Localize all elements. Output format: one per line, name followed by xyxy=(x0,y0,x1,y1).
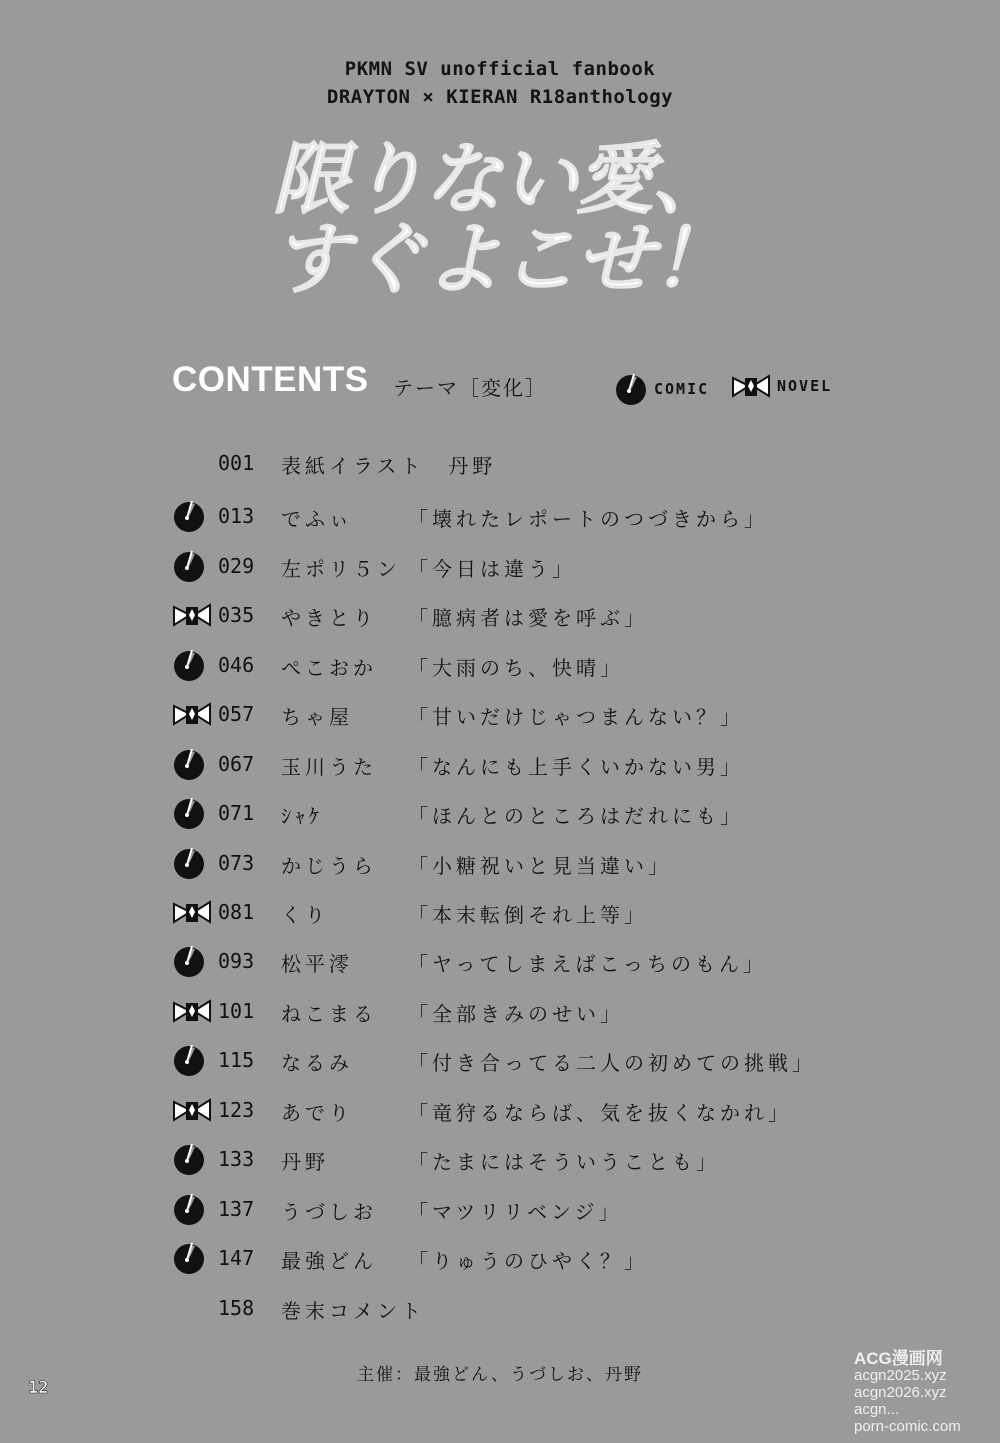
comic-icon xyxy=(172,944,212,978)
watermark xyxy=(854,1350,984,1435)
comic-icon xyxy=(172,1192,212,1226)
toc-author: かじうら xyxy=(281,854,377,878)
toc-work-title: 「なんにも上手くいかない男」 xyxy=(408,755,744,779)
toc-page-number: 013 xyxy=(218,504,255,528)
watermark-brand: ACG漫画网 xyxy=(854,1349,943,1368)
toc-row xyxy=(0,495,1000,535)
blank-icon-slot xyxy=(172,446,212,480)
comic-icon xyxy=(172,846,212,880)
watermark-line: acgn... xyxy=(854,1401,900,1418)
toc-page-number: 046 xyxy=(218,653,255,677)
toc-work-title: 「りゅうのひやく？」 xyxy=(408,1249,648,1273)
toc-author: 表紙イラスト 丹野 xyxy=(281,454,497,478)
toc-page-number: 071 xyxy=(218,801,255,825)
toc-page-number: 115 xyxy=(218,1048,255,1072)
toc-page-number: 029 xyxy=(218,554,255,578)
toc-work-title: 「甘いだけじゃつまんない？」 xyxy=(408,705,744,729)
toc-row xyxy=(0,1237,1000,1277)
watermark-line: acgn2025.xyz xyxy=(854,1367,947,1384)
toc-work-title: 「付き合ってる二人の初めての挑戦」 xyxy=(408,1051,816,1075)
toc-author: ねこまる xyxy=(281,1002,377,1026)
comic-icon xyxy=(172,549,212,583)
toc-page-number: 057 xyxy=(218,702,255,726)
watermark-line: porn-comic.com xyxy=(854,1418,961,1435)
toc-author: 松平澪 xyxy=(281,952,353,976)
toc-row xyxy=(0,792,1000,832)
comic-icon xyxy=(172,1043,212,1077)
novel-icon xyxy=(172,598,212,632)
toc-work-title: 「ほんとのところはだれにも」 xyxy=(408,804,744,828)
toc-author: ぺこおか xyxy=(281,656,377,680)
legend-comic-label: COMIC xyxy=(654,380,710,398)
toc-author: 巻末コメント xyxy=(281,1299,425,1323)
toc-work-title: 「ヤってしまえばこっちのもん」 xyxy=(408,952,767,976)
toc-page-number: 158 xyxy=(218,1296,255,1320)
comic-icon xyxy=(172,1142,212,1176)
toc-work-title: 「今日は違う」 xyxy=(408,557,576,581)
toc-row xyxy=(0,693,1000,733)
legend-comic xyxy=(614,372,709,406)
comic-icon xyxy=(172,747,212,781)
toc-author: 玉川うた xyxy=(281,755,377,779)
toc-page-number: 067 xyxy=(218,752,255,776)
novel-icon xyxy=(731,372,771,400)
organizer-credit: 主催：最強どん、うづしお、丹野 xyxy=(356,1365,644,1385)
subtitle-line-1: PKMN SV unofficial fanbook xyxy=(344,58,656,80)
toc-row xyxy=(0,990,1000,1030)
toc-row xyxy=(0,891,1000,931)
toc-page-number: 123 xyxy=(218,1098,255,1122)
toc-row xyxy=(0,442,1000,482)
toc-work-title: 「全部きみのせい」 xyxy=(408,1002,624,1026)
comic-icon xyxy=(614,372,648,406)
toc-work-title: 「竜狩るならば、気を抜くなかれ」 xyxy=(408,1101,792,1125)
toc-author: 丹野 xyxy=(281,1150,329,1174)
toc-row xyxy=(0,1089,1000,1129)
toc-row xyxy=(0,743,1000,783)
theme-label: テーマ［変化］ xyxy=(393,376,547,400)
toc-page-number: 101 xyxy=(218,999,255,1023)
novel-icon xyxy=(172,1093,212,1127)
toc-author: ｼｬｹ xyxy=(281,804,323,828)
toc-row xyxy=(0,842,1000,882)
toc-row xyxy=(0,594,1000,634)
contents-heading: CONTENTS xyxy=(172,360,369,399)
toc-page-number: 081 xyxy=(218,900,255,924)
toc-work-title: 「大雨のち、快晴」 xyxy=(408,656,624,680)
legend-novel-label: NOVEL xyxy=(777,377,833,395)
toc-row xyxy=(0,940,1000,980)
toc-row xyxy=(0,1287,1000,1327)
toc-row xyxy=(0,1188,1000,1228)
toc-row xyxy=(0,545,1000,585)
toc-page-number: 133 xyxy=(218,1147,255,1171)
toc-author: やきとり xyxy=(281,606,377,630)
toc-page-number: 073 xyxy=(218,851,255,875)
toc-author: うづしお xyxy=(281,1200,377,1224)
legend-novel xyxy=(731,372,832,400)
toc-work-title: 「本末転倒それ上等」 xyxy=(408,903,648,927)
toc-author: あでり xyxy=(281,1101,353,1125)
toc-author: くり xyxy=(281,903,329,927)
toc-page-number: 137 xyxy=(218,1197,255,1221)
toc-row xyxy=(0,1138,1000,1178)
toc-author: 左ポリ５ン xyxy=(281,557,401,581)
toc-author: でふぃ xyxy=(281,507,353,531)
toc-author: 最強どん xyxy=(281,1249,377,1273)
toc-work-title: 「壊れたレポートのつづきから」 xyxy=(408,507,768,531)
novel-icon xyxy=(172,895,212,929)
toc-author: ちゃ屋 xyxy=(281,705,353,729)
page-number: 12 xyxy=(28,1378,49,1398)
comic-icon xyxy=(172,1241,212,1275)
book-title-line-2: すぐよこせ！ xyxy=(271,215,728,305)
watermark-line: acgn2026.xyz xyxy=(854,1384,947,1401)
toc-author: なるみ xyxy=(281,1051,353,1075)
toc-page-number: 001 xyxy=(218,451,255,475)
toc-row xyxy=(0,1039,1000,1079)
toc-page-number: 035 xyxy=(218,603,255,627)
toc-page-number: 147 xyxy=(218,1246,255,1270)
toc-work-title: 「臆病者は愛を呼ぶ」 xyxy=(408,606,648,630)
toc-work-title: 「マツリリベンジ」 xyxy=(408,1200,623,1224)
comic-icon xyxy=(172,648,212,682)
toc-work-title: 「小糖祝いと見当違い」 xyxy=(408,854,672,878)
comic-icon xyxy=(172,796,212,830)
toc-row xyxy=(0,644,1000,684)
comic-icon xyxy=(172,499,212,533)
novel-icon xyxy=(172,697,212,731)
book-title-line-1: 限りない愛、 xyxy=(271,135,728,225)
toc-work-title: 「たまにはそういうことも」 xyxy=(408,1150,720,1174)
toc-page-number: 093 xyxy=(218,949,255,973)
blank-icon-slot xyxy=(172,1291,212,1325)
novel-icon xyxy=(172,994,212,1028)
subtitle-line-2: DRAYTON × KIERAN R18anthology xyxy=(326,86,674,108)
